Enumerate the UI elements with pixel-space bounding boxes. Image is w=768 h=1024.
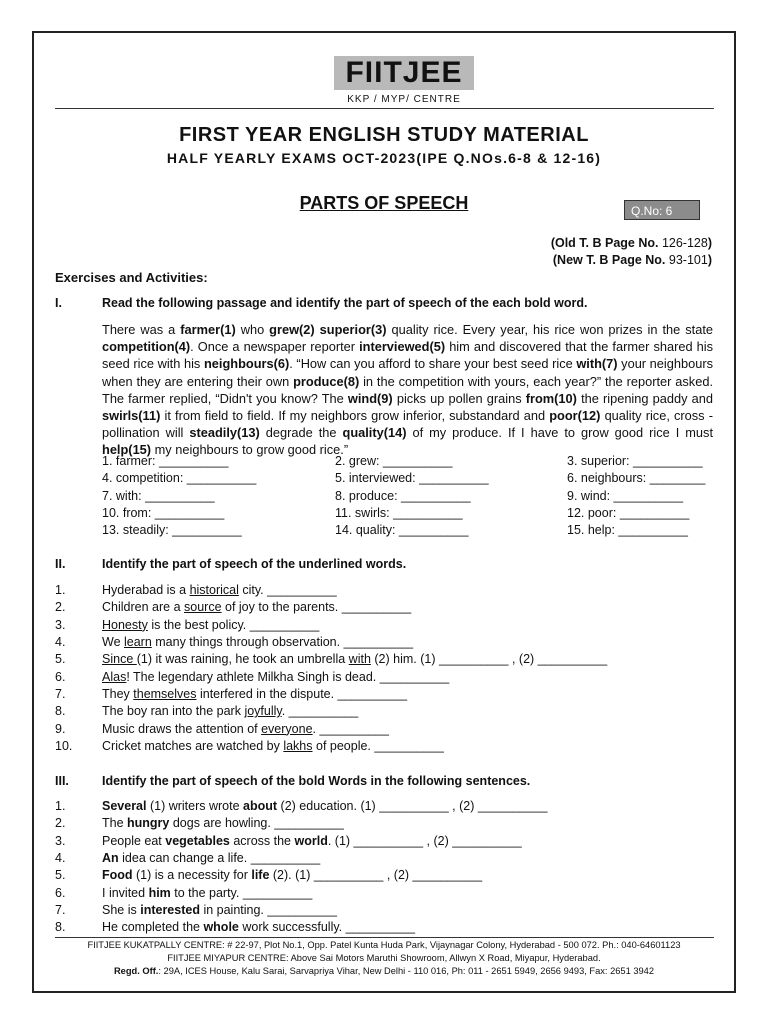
- text-run: Music draws the attention of: [102, 721, 262, 736]
- bold-word: neighbours(6): [203, 356, 290, 372]
- question-item: [102, 739, 444, 753]
- bold-word: Food: [102, 868, 133, 883]
- item-number: 5.: [55, 652, 66, 667]
- question-item: [102, 600, 411, 614]
- answer-blank: 1. farmer: __________: [102, 454, 229, 468]
- bold-word: help(15): [102, 442, 152, 458]
- bold-word: vegetables: [165, 833, 230, 848]
- text-run: . __________: [312, 721, 390, 736]
- bold-word: interviewed(5): [359, 339, 446, 355]
- text-run: Cricket matches are watched by: [102, 739, 284, 754]
- text-run: (1) writers wrote: [146, 799, 244, 813]
- text-run: is the best policy. __________: [147, 617, 320, 632]
- question-item: [102, 670, 449, 684]
- section-1-number: I.: [55, 296, 62, 310]
- text-run: of people. __________: [312, 739, 444, 754]
- item-number: 1.: [55, 583, 66, 597]
- text-run: He completed the: [102, 920, 204, 935]
- section-2-number: II.: [55, 557, 66, 571]
- underlined-word: Since: [102, 652, 137, 667]
- text-run: People eat: [102, 833, 166, 848]
- text-run: (1) it was raining, he took an umbrella: [136, 652, 349, 667]
- question-item: [102, 920, 415, 934]
- page-title: FIRST YEAR ENGLISH STUDY MATERIAL: [179, 124, 589, 146]
- answer-blank: 13. steadily: __________: [102, 523, 242, 538]
- text-run: work successfully. __________: [238, 920, 416, 935]
- text-run: idea can change a life. __________: [118, 850, 321, 865]
- text-run: who: [235, 322, 270, 337]
- bold-word: superior(3): [319, 322, 387, 337]
- header-divider: [55, 108, 714, 109]
- qno-badge: Q.No: 6: [624, 200, 700, 220]
- answer-blank: 12. poor: __________: [567, 505, 690, 520]
- item-number: 9.: [55, 721, 66, 736]
- item-number: 4.: [55, 635, 66, 650]
- underlined-word: everyone: [261, 721, 313, 736]
- underlined-word: source: [184, 600, 222, 615]
- bold-word: competition(4): [102, 339, 191, 355]
- text-run: . (1) __________ , (2) __________: [327, 833, 522, 848]
- item-number: 7.: [55, 687, 66, 702]
- item-number: 8.: [55, 920, 66, 935]
- text-run: city. __________: [238, 583, 337, 597]
- text-run: interfered in the dispute. __________: [196, 687, 408, 702]
- bold-word: interested: [140, 902, 200, 917]
- bold-word: produce(8): [293, 373, 360, 389]
- answer-blank: 8. produce: __________: [335, 488, 471, 503]
- section-1-instruction: Read the following passage and identify the part of speech of the each bold word.: [102, 296, 588, 310]
- text-run: . __________: [281, 704, 359, 719]
- passage-text: [102, 321, 713, 459]
- bold-word: life: [251, 868, 270, 883]
- answer-blank: 15. help: __________: [567, 523, 688, 538]
- text-run: There was a: [102, 322, 181, 337]
- item-number: 5.: [55, 868, 66, 883]
- item-number: 10.: [55, 739, 73, 754]
- text-run: I invited: [102, 885, 149, 900]
- bold-word: An: [102, 850, 119, 865]
- text-run: (2). (1) __________ , (2) __________: [269, 868, 483, 883]
- item-number: 2.: [55, 600, 66, 615]
- underlined-word: Alas: [102, 669, 127, 684]
- text-run: We: [102, 635, 124, 650]
- item-number: 7.: [55, 902, 66, 917]
- fiitjee-logo: FIITJEE: [334, 56, 474, 90]
- topic-heading: PARTS OF SPEECH: [299, 193, 469, 213]
- text-run: The: [102, 816, 128, 831]
- answer-blank: 6. neighbours: ________: [567, 471, 706, 486]
- text-run: quality rice, cross - pollination will: [102, 408, 713, 441]
- text-run: degrade the: [259, 425, 343, 441]
- question-item: [102, 799, 547, 813]
- section-3-instruction: Identify the part of speech of the bold Words in the following sentences.: [102, 774, 531, 788]
- text-run: the ripening paddy and: [576, 390, 713, 406]
- bold-word: wind(9): [347, 390, 393, 406]
- underlined-word: with: [348, 652, 371, 667]
- question-item: [102, 687, 407, 701]
- text-run: of joy to the parents. __________: [221, 600, 412, 615]
- answer-blank: 14. quality: __________: [335, 523, 469, 538]
- footer-miyapur: FIITJEE MIYAPUR CENTRE: Above Sai Motors Maruthi Showroom, Allwyn X Road, Miyapur, Hyderabad.: [167, 953, 601, 963]
- item-number: 3.: [55, 833, 66, 848]
- text-run: . Once a newspaper reporter: [190, 339, 360, 355]
- bold-word: from(10): [525, 390, 577, 406]
- text-run: quality rice. Every year, his rice won prizes in the state: [386, 322, 713, 337]
- bold-word: steadily(13): [189, 425, 260, 441]
- text-run: (2) education. (1) __________ , (2) __________: [277, 799, 548, 813]
- underlined-word: historical: [189, 583, 239, 597]
- item-number: 4.: [55, 850, 66, 865]
- question-item: [102, 816, 344, 830]
- underlined-word: themselves: [133, 687, 197, 702]
- underlined-word: learn: [124, 635, 152, 650]
- answer-blank: 3. superior: __________: [567, 454, 703, 468]
- answer-blank: 11. swirls: __________: [335, 505, 463, 520]
- text-run: They: [102, 687, 134, 702]
- text-run: to the party. __________: [170, 885, 313, 900]
- text-run: across the: [229, 833, 295, 848]
- answer-blank: 9. wind: __________: [567, 488, 684, 503]
- question-item: [102, 868, 482, 882]
- exercises-heading: Exercises and Activities:: [55, 270, 208, 285]
- item-number: 3.: [55, 617, 66, 632]
- answer-blank: 10. from: __________: [102, 505, 225, 520]
- question-item: [102, 704, 358, 718]
- text-run: The boy ran into the park: [102, 704, 245, 719]
- text-run: of my produce. If I have to grow good rice I must: [406, 425, 714, 441]
- question-item: [102, 652, 607, 666]
- question-item: [102, 886, 312, 900]
- text-run: many things through observation. __________: [151, 635, 414, 650]
- bold-word: about: [243, 799, 278, 813]
- answer-blank: 5. interviewed: __________: [335, 471, 489, 486]
- centre-label: KKP / MYP/ CENTRE: [347, 94, 461, 105]
- text-run: Hyderabad is a: [102, 583, 190, 597]
- answer-blank: 7. with: __________: [102, 488, 215, 503]
- answer-blank: 2. grew: __________: [335, 454, 453, 468]
- footer-divider: [55, 937, 714, 938]
- bold-word: world: [294, 833, 328, 848]
- text-run: . “How can you afford to share your best seed rice: [289, 356, 577, 372]
- section-3-number: III.: [55, 774, 69, 788]
- underlined-word: joyfully: [244, 704, 282, 719]
- footer-kukatpally: FIITJEE KUKATPALLY CENTRE: # 22-97, Plot No.1, Opp. Patel Kunta Huda Park, Vijaynagar Colony, Hyderabad - 500 072. Ph.: 040-64601123: [87, 940, 681, 950]
- bold-word: Several: [102, 799, 147, 813]
- page-subtitle: HALF YEARLY EXAMS OCT-2023(IPE Q.NOs.6-8 & 12-16): [166, 150, 602, 166]
- item-number: 6.: [55, 885, 66, 900]
- old-textbook-pages: (Old T. B Page No. 126-128): [550, 236, 712, 250]
- question-item: [102, 834, 522, 848]
- question-item: [102, 583, 337, 597]
- text-run: dogs are howling. __________: [169, 816, 344, 831]
- text-run: ! The legendary athlete Milkha Singh is dead. __________: [126, 669, 450, 684]
- underlined-word: Honesty: [102, 617, 148, 632]
- question-item: [102, 851, 320, 865]
- bold-word: poor(12): [549, 408, 601, 424]
- item-number: 6.: [55, 669, 66, 684]
- item-number: 2.: [55, 816, 66, 831]
- text-run: in the competition with yours, each year?” the reporter asked. The farmer replied, “Didn't you know? The: [102, 373, 713, 406]
- item-number: 1.: [55, 799, 66, 813]
- underlined-word: lakhs: [283, 739, 313, 754]
- text-run: (2) him. (1) __________ , (2) __________: [370, 652, 608, 667]
- text-run: picks up pollen grains: [392, 390, 526, 406]
- question-item: [102, 903, 337, 917]
- text-run: it from field to field. If my neighbors grow inferior, substandard and: [160, 408, 550, 424]
- item-number: 8.: [55, 704, 66, 719]
- bold-word: whole: [203, 920, 239, 935]
- text-run: in painting. __________: [199, 902, 337, 917]
- text-run: (1) is a necessity for: [132, 868, 252, 883]
- bold-word: grew(2): [269, 322, 315, 337]
- bold-word: farmer(1): [180, 322, 236, 337]
- bold-word: hungry: [127, 816, 170, 831]
- bold-word: quality(14): [342, 425, 407, 441]
- bold-word: swirls(11): [102, 408, 161, 424]
- text-run: She is: [102, 902, 141, 917]
- new-textbook-pages: (New T. B Page No. 93-101): [552, 253, 712, 267]
- text-run: my neighbours to grow good rice.”: [151, 442, 349, 458]
- text-run: him and discovered that the farmer shared his seed rice with his: [102, 339, 713, 372]
- text-run: Children are a: [102, 600, 184, 615]
- text-run: your neighbours when they are entering their own: [102, 356, 714, 389]
- bold-word: him: [148, 885, 171, 900]
- footer-regd-office: Regd. Off.: 29A, ICES House, Kalu Sarai, Sarvapriya Vihar, New Delhi - 110 016, Ph: 011 - 2651 5949, 2656 9493, Fax: 2651 3942: [113, 966, 655, 976]
- question-item: [102, 722, 389, 736]
- question-item: [102, 618, 319, 632]
- question-item: [102, 635, 413, 649]
- section-2-instruction: Identify the part of speech of the underlined words.: [102, 557, 407, 571]
- answer-blank: 4. competition: __________: [102, 471, 257, 486]
- bold-word: with(7): [576, 356, 618, 372]
